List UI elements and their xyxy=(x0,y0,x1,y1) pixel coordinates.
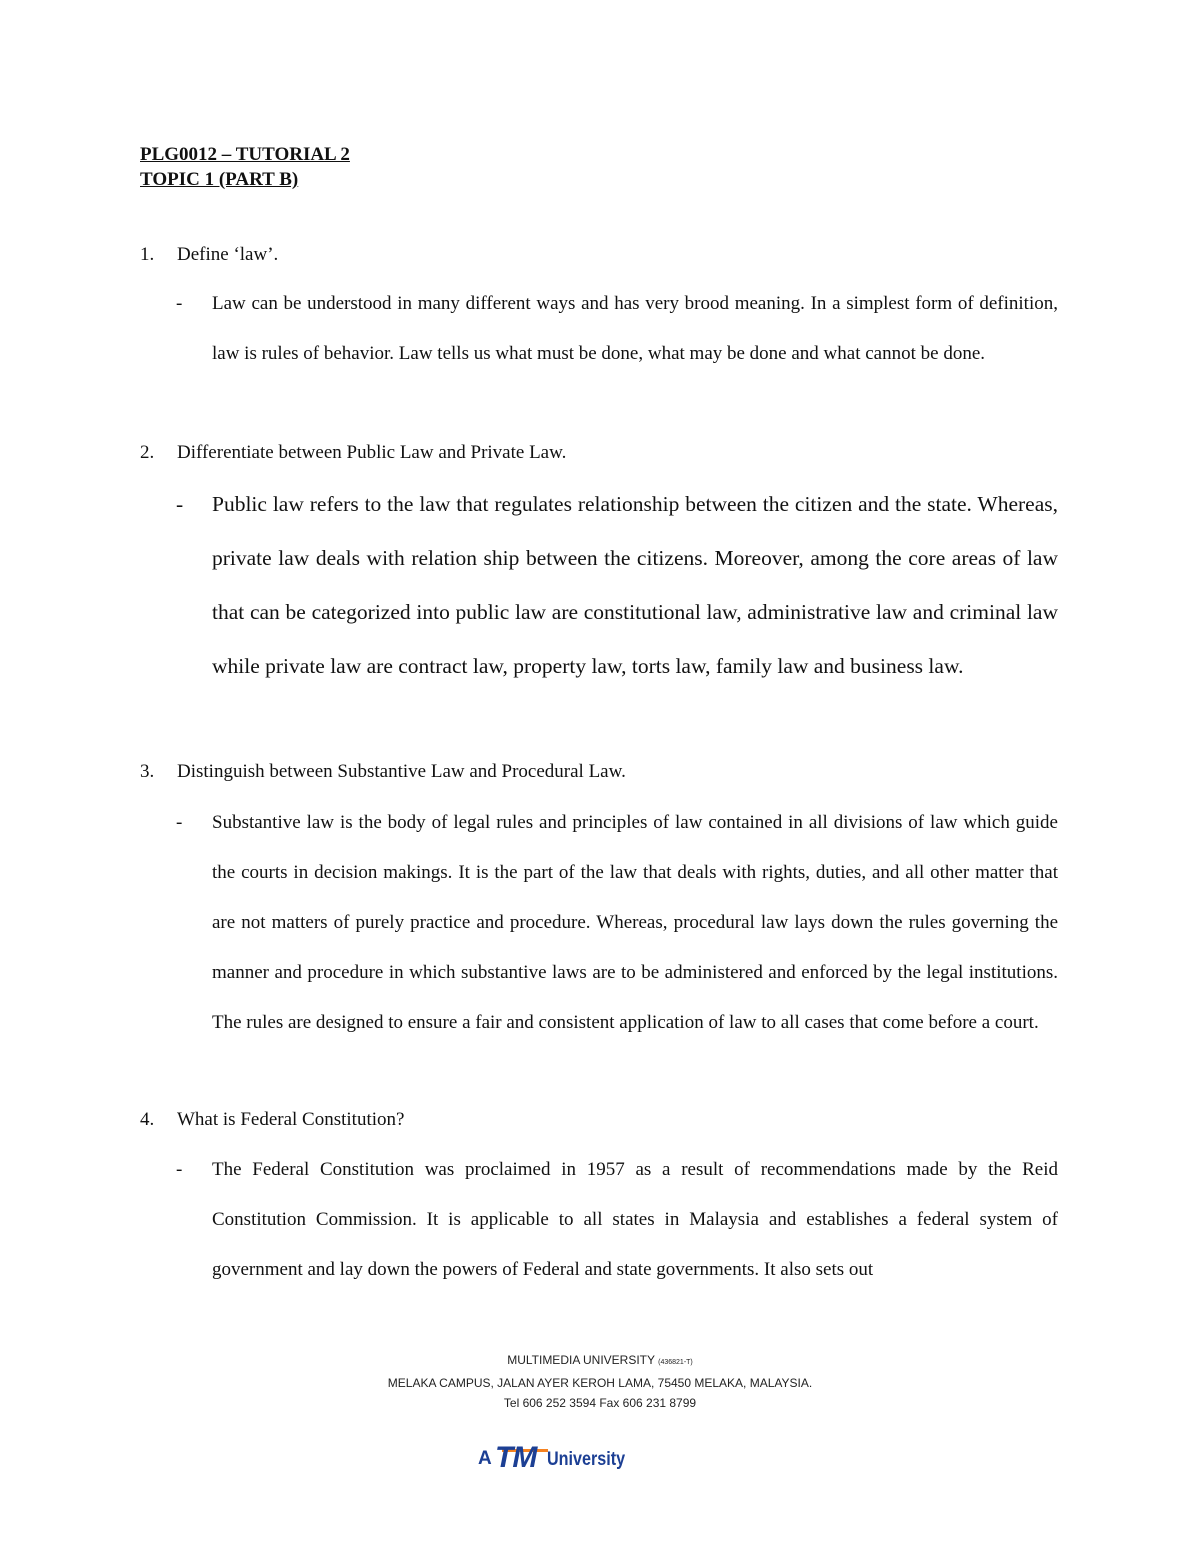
question-text: Differentiate between Public Law and Private Law. xyxy=(177,442,567,463)
answer-4 xyxy=(176,1145,1058,1295)
answer-text: Substantive law is the body of legal rules and principles of law contained in all divisions of law which guide the courts in decision makings. It is the part of the law that deals with rights, duties, and all other matter that are not matters of purely practice and procedure. Whereas, procedural law lays down the rules governing the manner and procedure in which substantive laws are to be administered and enforced by the legal institutions. The rules are designed to ensure a fair and consistent application of law to all cases that come before a court. xyxy=(212,812,1058,1033)
footer-university: MULTIMEDIA UNIVERSITY xyxy=(507,1353,655,1367)
footer-reg-no: (436821-T) xyxy=(658,1359,693,1366)
course-title: PLG0012 – TUTORIAL 2 xyxy=(140,144,350,165)
question-number: 3. xyxy=(140,761,155,782)
question-2 xyxy=(140,441,566,465)
logo-suffix: University xyxy=(547,1449,626,1470)
question-number: 4. xyxy=(140,1109,155,1130)
footer-university-line xyxy=(0,1350,1200,1373)
answer-1 xyxy=(176,279,1058,379)
answer-3 xyxy=(176,798,1058,1048)
page-footer xyxy=(0,1350,1200,1413)
footer-address: MELAKA CAMPUS, JALAN AYER KEROH LAMA, 75450 MELAKA, MALAYSIA. xyxy=(387,1376,813,1390)
logo-brand: TM xyxy=(495,1441,537,1474)
bullet-dash: - xyxy=(176,293,183,314)
question-text: What is Federal Constitution? xyxy=(177,1109,405,1130)
answer-text: The Federal Constitution was proclaimed in 1957 as a result of recommendations made by the Reid Constitution Commission. It is applicable to all states in Malaysia and establishes a federal system of government and lay down the powers of Federal and state governments. It also sets out xyxy=(212,1159,1058,1280)
question-text: Distinguish between Substantive Law and Procedural Law. xyxy=(177,761,626,782)
bullet-dash: - xyxy=(176,1159,183,1180)
question-text: Define ‘law’. xyxy=(177,244,279,265)
answer-text: Public law refers to the law that regulates relationship between the citizen and the state. Whereas, private law deals with relation ship between the citizens. Moreover, among the core areas of law that can be categorized into public law are constitutional law, administrative law and criminal law while private law are contract law, property law, torts law, family law and business law. xyxy=(212,492,1058,678)
question-3 xyxy=(140,760,626,784)
question-4 xyxy=(140,1108,404,1132)
topic-title: TOPIC 1 (PART B) xyxy=(140,169,299,190)
question-number: 2. xyxy=(140,442,155,463)
question-1 xyxy=(140,243,278,267)
bullet-dash: - xyxy=(176,812,183,833)
logo-prefix: A xyxy=(478,1448,492,1469)
answer-text: Law can be understood in many different ways and has very brood meaning. In a simplest form of definition, law is rules of behavior. Law tells us what must be done, what may be done and what cannot be done. xyxy=(212,293,1058,364)
answer-2 xyxy=(176,477,1058,693)
question-number: 1. xyxy=(140,244,155,265)
tm-university-logo xyxy=(478,1440,628,1476)
document-heading xyxy=(140,142,350,192)
bullet-dash: - xyxy=(176,492,184,516)
footer-contact: Tel 606 252 3594 Fax 606 231 8799 xyxy=(503,1396,697,1410)
